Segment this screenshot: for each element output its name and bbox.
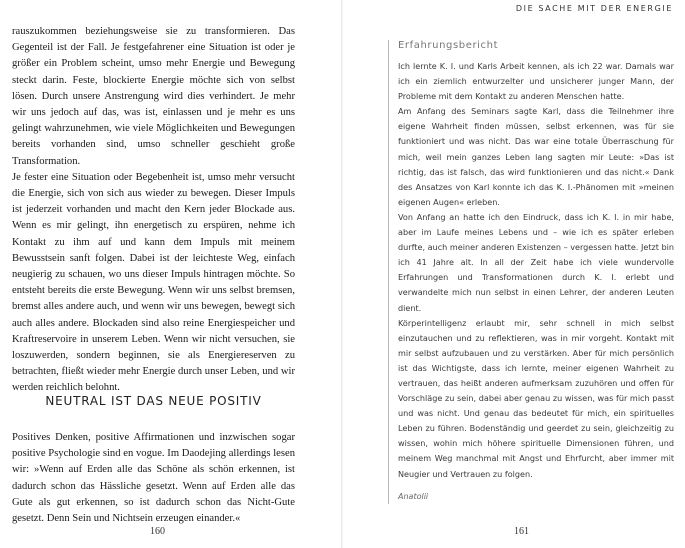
- report-title: Erfahrungsbericht: [398, 40, 499, 51]
- report-paragraph: Von Anfang an hatte ich den Eindruck, dass ich K. I. in mir habe, aber im Laufe meines Lebens und – wie ich es später erleben durfte, auch meiner anderen Existenzen – vergessen hatte. Jetzt bin ich 41 Jahre alt. In all der Zeit habe ich viele wundervolle Erfahrungen und Transformationen durch K. I. erlebt und verwandelte mich nun selbst in einen Lehrer, der anderen Leuten dient.: [398, 211, 675, 313]
- report-rule: [388, 40, 389, 504]
- running-head: DIE SACHE MIT DER ENERGIE: [515, 4, 673, 13]
- paragraph: Je fester eine Situation oder Begebenheit ist, umso mehr versucht die Energie, sich von sich aus wieder zu bewegen. Dieser Impuls ist jederzeit vorhanden und macht den Kern jeder Blockade aus. Wenn es mir gelingt, ihn energetisch zu erspüren, nehme ich Kontakt zu ihm auf und kann dem Impuls mit meinem Bewusstsein sanft folgen. Dabei ist der leichteste Weg, einfach neugierig zu schauen, wo uns dieser Impuls hintragen möchte. So entsteht bereits die erste Bewegung. Wenn wir uns selbst bremsen, bremst alles andere auch, und wenn wir uns bewegen, bewegt sich auch alles andere. Blockaden sind also reine Energiespeicher und Kraftreservoire in unserem Leben. Wenn wir nicht versuchen, sie loszuwerden, sondern beginnen, sie als Energiereserven zu betrachten, fließt wieder mehr Energie durch unser Leben, und wir werden reichlich belohnt.: [12, 171, 295, 394]
- report-paragraph: Ich lernte K. I. und Karls Arbeit kennen, als ich 22 war. Damals war ich ein ziemlich entwurzelter und unsicherer junger Mann, der Probleme mit dem Kontakt zu anderen Menschen hatte.: [398, 61, 674, 102]
- right-page: [343, 0, 685, 548]
- body-text: [12, 24, 295, 397]
- page-number: 160: [150, 526, 165, 537]
- paragraph: Positives Denken, positive Affirmationen und inzwischen sogar positive Psychologie sind en vogue. Im Daodejing allerdings lesen wir: »Wenn auf Erden alle das Schöne als schön erkennen, ist dadurch schon das Hässliche gesetzt. Wenn auf Erden alle das Gute als gut erkennen, so ist dadurch schon das Nicht-Gute gesetzt. Denn Sein und Nichtsein erzeugen einander.«: [12, 432, 295, 525]
- report-paragraph: Am Anfang des Seminars sagte Karl, dass die Teilnehmer ihre eigene Wahrheit finden müssen, selbst erkennen, was für sie funktioniert und was nicht. Das war eine totale Überraschung für mich, weil mein ganzes Leben lang sagten mir Leute: »Das ist richtig, das ist falsch, das wird funktionieren und das nicht.« Dank des Ansatzes von Karl konnte ich das K. I.-Phänomen mit »meinen eigenen Augen« erleben.: [398, 106, 674, 207]
- left-page: [0, 0, 342, 548]
- experience-report: [398, 40, 674, 501]
- report-paragraph: Körperintelligenz erlaubt mir, sehr schnell in mich selbst einzutauchen und zu reflektieren, was in mir vorgeht. Kontakt mit mir selbst aufzubauen und zu verstärken. Aber für mich persönlich ist das Wichtigste, dass ich lernte, meiner eigenen Wahrheit zu vertrauen, das heißt anderen aufmerksam zuzuhören und offen für Vorschläge zu sein, dabei aber genau zu wissen, was für mich passt und was nicht. Und genau das bedeutet für mich, ein spirituelles Leben zu führen. Bodenständig und geerdet zu sein, gleichzeitig zu wissen, wohin mich höhere spirituelle Dimensionen führen, und meinem Weg manchmal mit Angst und Ehrfurcht, aber immer mit Neugier und Vertrauen zu folgen.: [398, 317, 674, 479]
- paragraph: rauszukommen beziehungsweise sie zu transformieren. Das Gegenteil ist der Fall. Je festgefahrener eine Situation ist oder je größer ein Problem scheint, umso mehr Energie und Bewegung steckt darin. Feste, blockierte Energie möchte sich von selbst lösen. Durch unsere Anstrengung wird dies verhindert. Je mehr wir uns jedoch auf das, was ist, einlassen und je mehr es uns gelingt wahrzunehmen, wie viele Möglichkeiten und Bewegungen bereits vorhanden sind, umso schneller geschieht große Transformation.: [12, 26, 295, 167]
- section-heading: NEUTRAL IST DAS NEUE POSITIV: [45, 394, 262, 408]
- section-body-text: [12, 430, 295, 527]
- page-number: 161: [514, 526, 529, 537]
- report-author: Anatolii: [398, 491, 429, 501]
- report-text: [398, 59, 674, 482]
